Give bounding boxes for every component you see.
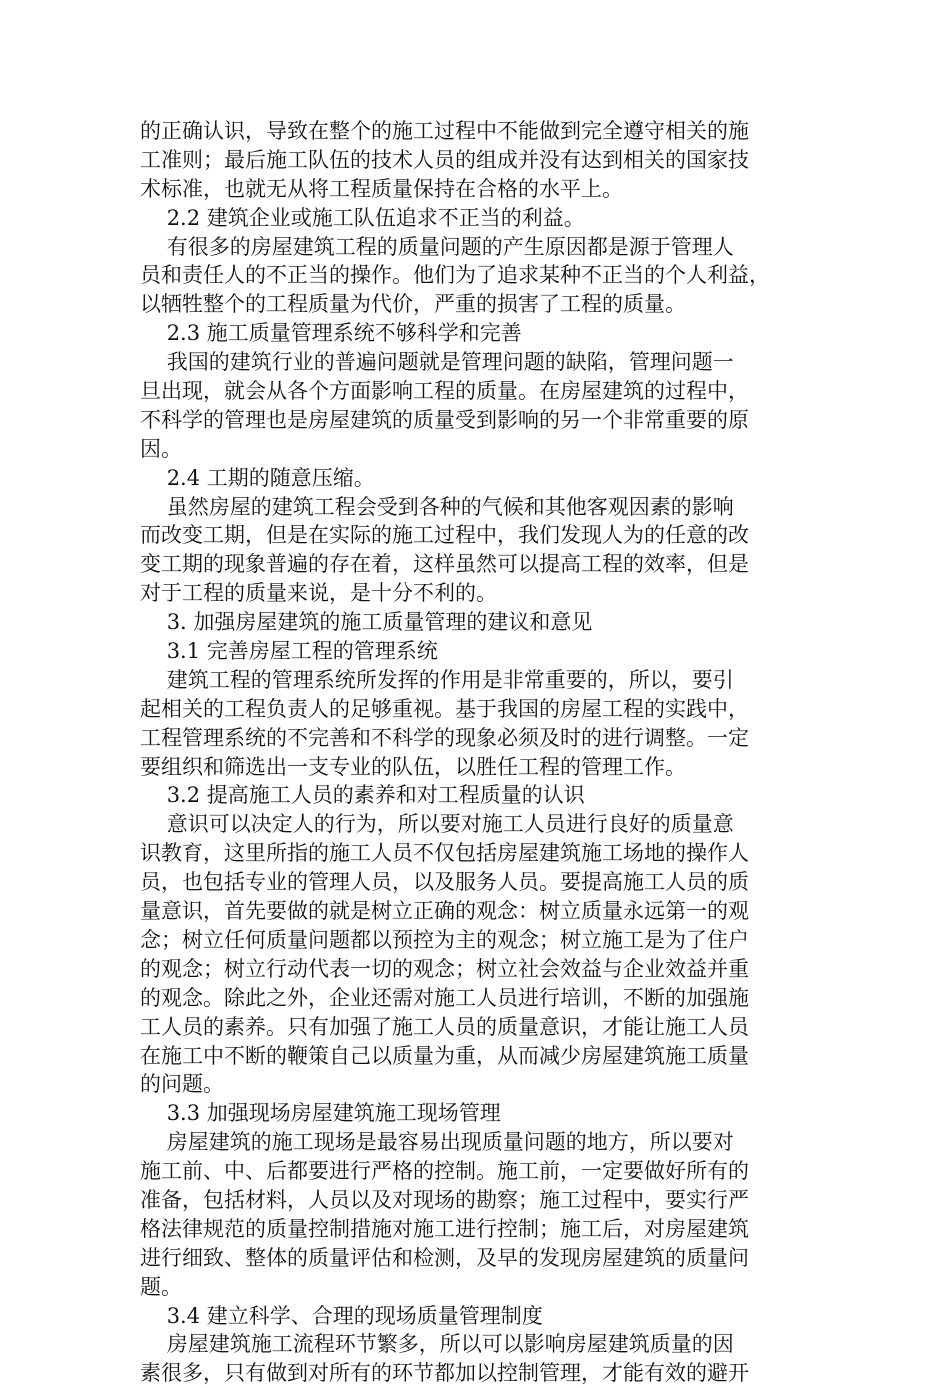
text-line: 题。	[140, 1274, 182, 1299]
text-line: 起相关的工程负责人的足够重视。基于我国的房屋工程的实践中，	[140, 696, 749, 721]
text-line: 2.2 建筑企业或施工队伍追求不正当的利益。	[140, 205, 585, 230]
text-line: 的正确认识，导致在整个的施工过程中不能做到完全遵守相关的施	[140, 119, 749, 143]
text-line: 3.1 完善房屋工程的管理系统	[140, 639, 438, 664]
text-line: 房屋建筑的施工现场是最容易出现质量问题的地方，所以要对	[140, 1130, 734, 1155]
text-line: 施工前、中、后都要进行严格的控制。施工前，一定要做好所有的	[140, 1159, 749, 1184]
text-line: 识教育，这里所指的施工人员不仅包括房屋建筑施工场地的操作人	[140, 841, 749, 866]
text-line: 的观念；树立行动代表一切的观念；树立社会效益与企业效益并重	[140, 956, 749, 981]
text-line: 3.2 提高施工人员的素养和对工程质量的认识	[140, 783, 585, 808]
text-line: 要组织和筛选出一支专业的队伍，以胜任工程的管理工作。	[140, 754, 686, 779]
text-line: 念；树立任何质量问题都以预控为主的观念；树立施工是为了住户	[140, 927, 749, 952]
text-line: 3.4 建立科学、合理的现场质量管理制度	[140, 1303, 543, 1328]
text-line: 格法律规范的质量控制措施对施工进行控制；施工后，对房屋建筑	[140, 1216, 749, 1241]
text-line: 旦出现，就会从各个方面影响工程的质量。在房屋建筑的过程中，	[140, 379, 749, 404]
text-line: 对于工程的质量来说，是十分不利的。	[140, 581, 497, 606]
text-line: 进行细致、整体的质量评估和检测，及早的发现房屋建筑的质量问	[140, 1245, 749, 1270]
text-line: 员，也包括专业的管理人员，以及服务人员。要提高施工人员的质	[140, 870, 749, 895]
text-line: 建筑工程的管理系统所发挥的作用是非常重要的，所以，要引	[140, 667, 734, 692]
text-line: 素很多，只有做到对所有的环节都加以控制管理，才能有效的避开	[140, 1361, 749, 1386]
text-line: 意识可以决定人的行为，所以要对施工人员进行良好的质量意	[140, 812, 734, 837]
text-line: 房屋建筑施工流程环节繁多，所以可以影响房屋建筑质量的因	[140, 1332, 734, 1357]
text-line: 2.3 施工质量管理系统不够科学和完善	[140, 321, 522, 346]
text-line: 工人员的素养。只有加强了施工人员的质量意识，才能让施工人员	[140, 1014, 749, 1039]
text-line: 有很多的房屋建筑工程的质量问题的产生原因都是源于管理人	[140, 234, 734, 259]
text-line: 2.4 工期的随意压缩。	[140, 465, 375, 490]
text-line: 变工期的现象普遍的存在着，这样虽然可以提高工程的效率，但是	[140, 552, 749, 577]
text-line: 工程管理系统的不完善和不科学的现象必须及时的进行调整。一定	[140, 725, 749, 750]
text-line: 我国的建筑行业的普遍问题就是管理问题的缺陷，管理问题一	[140, 350, 734, 375]
text-line: 3. 加强房屋建筑的施工质量管理的建议和意见	[140, 610, 593, 635]
text-line: 不科学的管理也是房屋建筑的质量受到影响的另一个非常重要的原	[140, 407, 749, 432]
text-line: 的问题。	[140, 1072, 224, 1097]
text-line: 虽然房屋的建筑工程会受到各种的气候和其他客观因素的影响	[140, 494, 734, 519]
text-line: 量意识，首先要做的就是树立正确的观念：树立质量永远第一的观	[140, 899, 749, 924]
text-line: 准备，包括材料，人员以及对现场的勘察；施工过程中，要实行严	[140, 1187, 749, 1212]
text-line: 在施工中不断的鞭策自己以质量为重，从而减少房屋建筑施工质量	[140, 1043, 749, 1068]
text-line: 因。	[140, 436, 182, 461]
text-line: 工准则；最后施工队伍的技术人员的组成并没有达到相关的国家技	[140, 147, 749, 172]
document-body	[140, 117, 800, 1388]
text-line: 3.3 加强现场房屋建筑施工现场管理	[140, 1101, 501, 1126]
text-line: 术标准，也就无从将工程质量保持在合格的水平上。	[140, 176, 623, 201]
text-line: 以牺牲整个的工程质量为代价，严重的损害了工程的质量。	[140, 292, 686, 317]
text-line: 而改变工期，但是在实际的施工过程中，我们发现人为的任意的改	[140, 523, 749, 548]
text-line: 的观念。除此之外，企业还需对施工人员进行培训，不断的加强施	[140, 985, 749, 1010]
text-line: 员和责任人的不正当的操作。他们为了追求某种不正当的个人利益，	[140, 263, 770, 288]
